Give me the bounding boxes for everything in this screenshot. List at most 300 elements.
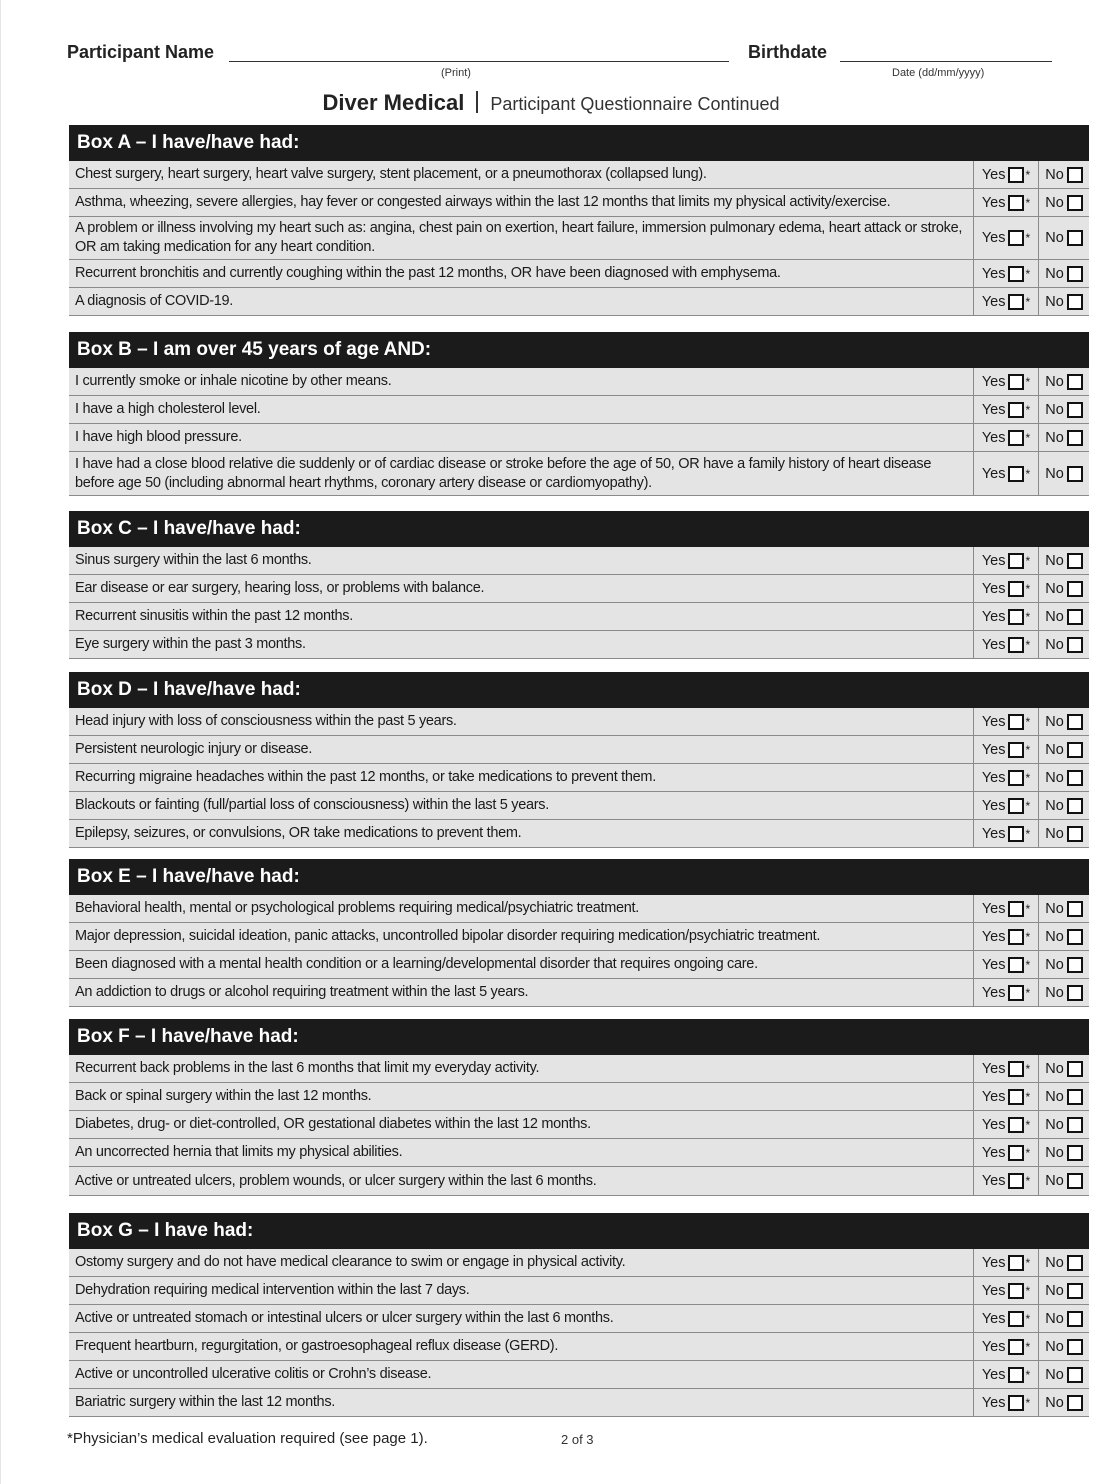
yes-option: [974, 1305, 1039, 1332]
no-label: No: [1045, 1060, 1064, 1077]
yes-label: Yes: [981, 293, 1006, 310]
physician-required-asterisk: *: [1025, 742, 1031, 757]
question-text: I have had a close blood relative die suddenly or of cardiac disease or stroke before the age of 50, OR have a family history of heart disease before age 50 (including abnormal heart rhythms, coronary artery disease or cardiomyopathy).: [69, 452, 974, 495]
no-checkbox[interactable]: [1067, 1145, 1083, 1161]
no-label: No: [1045, 1310, 1064, 1327]
physician-required-asterisk: *: [1025, 1117, 1031, 1132]
yes-checkbox[interactable]: [1008, 637, 1024, 653]
no-label: No: [1045, 429, 1064, 446]
question-row: [69, 424, 1089, 452]
no-option: [1039, 1361, 1089, 1388]
question-text: Recurrent bronchitis and currently coughing within the past 12 months, OR have been diagnosed with emphysema.: [69, 260, 974, 287]
box-header: Box E – I have/have had:: [69, 859, 1089, 895]
physician-required-asterisk: *: [1025, 195, 1031, 210]
yes-label: Yes: [981, 1366, 1006, 1383]
physician-required-asterisk: *: [1025, 1061, 1031, 1076]
yes-option: [974, 603, 1039, 630]
yes-option: [974, 923, 1039, 950]
physician-required-asterisk: *: [1025, 1311, 1031, 1326]
yes-option: [974, 1083, 1039, 1110]
no-option: [1039, 923, 1089, 950]
physician-required-asterisk: *: [1025, 466, 1031, 481]
yes-option: [974, 1389, 1039, 1416]
no-option: [1039, 288, 1089, 315]
no-option: [1039, 631, 1089, 658]
question-row: [69, 708, 1089, 736]
no-checkbox[interactable]: [1067, 167, 1083, 183]
no-label: No: [1045, 580, 1064, 597]
yes-label: Yes: [981, 230, 1006, 246]
no-option: [1039, 820, 1089, 847]
yes-label: Yes: [981, 1088, 1006, 1105]
no-checkbox[interactable]: [1067, 1117, 1083, 1133]
no-checkbox[interactable]: [1067, 826, 1083, 842]
box-header: Box G – I have had:: [69, 1213, 1089, 1249]
no-checkbox[interactable]: [1067, 266, 1083, 282]
yes-checkbox[interactable]: [1008, 1367, 1024, 1383]
question-text: Blackouts or fainting (full/partial loss of consciousness) within the last 5 years.: [69, 792, 974, 819]
yes-option: [974, 1055, 1039, 1082]
physician-required-asterisk: *: [1025, 826, 1031, 841]
yes-label: Yes: [981, 1060, 1006, 1077]
physician-required-asterisk: *: [1025, 929, 1031, 944]
yes-option: [974, 1167, 1039, 1195]
yes-checkbox[interactable]: [1008, 901, 1024, 917]
no-label: No: [1045, 1116, 1064, 1133]
yes-checkbox[interactable]: [1008, 1173, 1024, 1189]
no-checkbox[interactable]: [1067, 1395, 1083, 1411]
physician-required-asterisk: *: [1025, 609, 1031, 624]
no-checkbox[interactable]: [1067, 770, 1083, 786]
no-checkbox[interactable]: [1067, 798, 1083, 814]
physician-required-asterisk: *: [1025, 1145, 1031, 1160]
question-row: [69, 1249, 1089, 1277]
yes-checkbox[interactable]: [1008, 466, 1024, 482]
no-checkbox[interactable]: [1067, 553, 1083, 569]
participant-name-field[interactable]: [229, 61, 729, 62]
question-row: [69, 452, 1089, 496]
question-row: [69, 368, 1089, 396]
yes-label: Yes: [981, 956, 1006, 973]
yes-option: [974, 260, 1039, 287]
question-row: [69, 189, 1089, 217]
no-checkbox[interactable]: [1067, 637, 1083, 653]
physician-required-asterisk: *: [1025, 266, 1031, 281]
yes-label: Yes: [981, 713, 1006, 730]
physician-required-asterisk: *: [1025, 1255, 1031, 1270]
yes-option: [974, 736, 1039, 763]
yes-option: [974, 547, 1039, 574]
date-format-hint: Date (dd/mm/yyyy): [892, 67, 985, 79]
box-f: [69, 1019, 1089, 1196]
no-option: [1039, 1055, 1089, 1082]
question-row: [69, 1305, 1089, 1333]
question-text: Sinus surgery within the last 6 months.: [69, 547, 974, 574]
yes-checkbox[interactable]: [1008, 798, 1024, 814]
question-row: [69, 1361, 1089, 1389]
no-checkbox[interactable]: [1067, 985, 1083, 1001]
physician-required-asterisk: *: [1025, 430, 1031, 445]
question-text: An uncorrected hernia that limits my physical abilities.: [69, 1139, 974, 1166]
yes-option: [974, 1361, 1039, 1388]
yes-checkbox[interactable]: [1008, 553, 1024, 569]
no-option: [1039, 424, 1089, 451]
no-checkbox[interactable]: [1067, 742, 1083, 758]
no-option: [1039, 736, 1089, 763]
no-checkbox[interactable]: [1067, 195, 1083, 211]
question-row: [69, 951, 1089, 979]
question-text: Major depression, suicidal ideation, panic attacks, uncontrolled bipolar disorder requiring medication/psychiatric treatment.: [69, 923, 974, 950]
box-header: Box C – I have/have had:: [69, 511, 1089, 547]
yes-label: Yes: [981, 373, 1006, 390]
physician-required-asterisk: *: [1025, 714, 1031, 729]
no-checkbox[interactable]: [1067, 294, 1083, 310]
question-text: Persistent neurologic injury or disease.: [69, 736, 974, 763]
no-checkbox[interactable]: [1067, 374, 1083, 390]
question-text: A diagnosis of COVID-19.: [69, 288, 974, 315]
question-row: [69, 736, 1089, 764]
physician-required-asterisk: *: [1025, 901, 1031, 916]
question-row: [69, 1333, 1089, 1361]
no-checkbox[interactable]: [1067, 1311, 1083, 1327]
no-option: [1039, 1305, 1089, 1332]
yes-checkbox[interactable]: [1008, 1089, 1024, 1105]
yes-checkbox[interactable]: [1008, 1311, 1024, 1327]
yes-label: Yes: [981, 1310, 1006, 1327]
yes-label: Yes: [981, 166, 1006, 183]
yes-checkbox[interactable]: [1008, 266, 1024, 282]
question-row: [69, 820, 1089, 848]
question-row: [69, 288, 1089, 316]
no-label: No: [1045, 900, 1064, 917]
yes-option: [974, 396, 1039, 423]
yes-label: Yes: [981, 1144, 1006, 1161]
yes-option: [974, 1111, 1039, 1138]
question-row: [69, 575, 1089, 603]
yes-checkbox[interactable]: [1008, 374, 1024, 390]
question-text: Active or untreated stomach or intestinal ulcers or ulcer surgery within the last 6 months.: [69, 1305, 974, 1332]
no-label: No: [1045, 956, 1064, 973]
no-label: No: [1045, 552, 1064, 569]
box-header: Box A – I have/have had:: [69, 125, 1089, 161]
no-label: No: [1045, 373, 1064, 390]
yes-checkbox[interactable]: [1008, 826, 1024, 842]
no-checkbox[interactable]: [1067, 609, 1083, 625]
no-checkbox[interactable]: [1067, 957, 1083, 973]
yes-option: [974, 217, 1039, 259]
question-row: [69, 217, 1089, 260]
no-option: [1039, 1083, 1089, 1110]
no-option: [1039, 452, 1089, 495]
no-option: [1039, 396, 1089, 423]
no-option: [1039, 368, 1089, 395]
yes-checkbox[interactable]: [1008, 985, 1024, 1001]
physician-required-asterisk: *: [1025, 1089, 1031, 1104]
yes-label: Yes: [981, 465, 1006, 482]
participant-name-label: Participant Name: [67, 42, 215, 62]
physician-required-asterisk: *: [1025, 167, 1031, 182]
yes-label: Yes: [981, 797, 1006, 814]
question-text: Recurrent back problems in the last 6 months that limit my everyday activity.: [69, 1055, 974, 1082]
no-option: [1039, 1139, 1089, 1166]
no-label: No: [1045, 166, 1064, 183]
physician-required-asterisk: *: [1025, 985, 1031, 1000]
yes-checkbox[interactable]: [1008, 581, 1024, 597]
question-text: Been diagnosed with a mental health condition or a learning/developmental disorder that requires ongoing care.: [69, 951, 974, 978]
no-checkbox[interactable]: [1067, 714, 1083, 730]
yes-option: [974, 1277, 1039, 1304]
no-option: [1039, 603, 1089, 630]
yes-option: [974, 161, 1039, 188]
no-option: [1039, 161, 1089, 188]
yes-checkbox[interactable]: [1008, 402, 1024, 418]
no-label: No: [1045, 1366, 1064, 1383]
yes-option: [974, 452, 1039, 495]
physician-required-asterisk: *: [1025, 1339, 1031, 1354]
yes-label: Yes: [981, 741, 1006, 758]
yes-checkbox[interactable]: [1008, 430, 1024, 446]
yes-checkbox[interactable]: [1008, 1117, 1024, 1133]
yes-checkbox[interactable]: [1008, 294, 1024, 310]
no-checkbox[interactable]: [1067, 430, 1083, 446]
physician-required-asterisk: *: [1025, 1283, 1031, 1298]
question-row: [69, 603, 1089, 631]
question-text: An addiction to drugs or alcohol requiring treatment within the last 5 years.: [69, 979, 974, 1006]
no-label: No: [1045, 713, 1064, 730]
no-option: [1039, 979, 1089, 1006]
question-text: I have high blood pressure.: [69, 424, 974, 451]
yes-label: Yes: [981, 1394, 1006, 1411]
question-text: Eye surgery within the past 3 months.: [69, 631, 974, 658]
yes-option: [974, 575, 1039, 602]
yes-checkbox[interactable]: [1008, 195, 1024, 211]
birthdate-field[interactable]: [840, 61, 1052, 62]
question-row: [69, 547, 1089, 575]
physician-required-asterisk: *: [1025, 294, 1031, 309]
box-header: Box F – I have/have had:: [69, 1019, 1089, 1055]
question-row: [69, 792, 1089, 820]
physician-required-asterisk: *: [1025, 798, 1031, 813]
no-option: [1039, 1167, 1089, 1195]
form-title-sub: Participant Questionnaire Continued: [490, 94, 780, 114]
question-row: [69, 923, 1089, 951]
no-checkbox[interactable]: [1067, 1367, 1083, 1383]
question-text: Recurring migraine headaches within the past 12 months, or take medications to prevent them.: [69, 764, 974, 791]
yes-option: [974, 189, 1039, 216]
yes-checkbox[interactable]: [1008, 742, 1024, 758]
yes-checkbox[interactable]: [1008, 1255, 1024, 1271]
yes-label: Yes: [981, 401, 1006, 418]
question-text: I currently smoke or inhale nicotine by other means.: [69, 368, 974, 395]
question-row: [69, 1389, 1089, 1417]
no-label: No: [1045, 769, 1064, 786]
no-option: [1039, 575, 1089, 602]
no-label: No: [1045, 230, 1064, 246]
yes-label: Yes: [981, 1173, 1006, 1189]
yes-option: [974, 895, 1039, 922]
no-checkbox[interactable]: [1067, 1173, 1083, 1189]
question-row: [69, 396, 1089, 424]
no-label: No: [1045, 1254, 1064, 1271]
question-text: Chest surgery, heart surgery, heart valve surgery, stent placement, or a pneumothorax (collapsed lung).: [69, 161, 974, 188]
no-option: [1039, 1249, 1089, 1276]
question-row: [69, 1083, 1089, 1111]
yes-label: Yes: [981, 1116, 1006, 1133]
yes-checkbox[interactable]: [1008, 609, 1024, 625]
no-option: [1039, 764, 1089, 791]
page-number: 2 of 3: [561, 1432, 594, 1447]
no-checkbox[interactable]: [1067, 466, 1083, 482]
no-label: No: [1045, 194, 1064, 211]
no-checkbox[interactable]: [1067, 1089, 1083, 1105]
question-text: Ostomy surgery and do not have medical clearance to swim or engage in physical activity.: [69, 1249, 974, 1276]
no-option: [1039, 547, 1089, 574]
question-text: I have a high cholesterol level.: [69, 396, 974, 423]
yes-option: [974, 792, 1039, 819]
physician-required-asterisk: *: [1025, 1174, 1031, 1188]
question-row: [69, 161, 1089, 189]
form-title: [0, 90, 1102, 116]
no-checkbox[interactable]: [1067, 1061, 1083, 1077]
no-label: No: [1045, 1394, 1064, 1411]
physician-required-asterisk: *: [1025, 1367, 1031, 1382]
box-d: [69, 672, 1089, 848]
yes-label: Yes: [981, 194, 1006, 211]
no-checkbox[interactable]: [1067, 230, 1083, 246]
question-text: Back or spinal surgery within the last 12 months.: [69, 1083, 974, 1110]
yes-label: Yes: [981, 580, 1006, 597]
yes-option: [974, 1139, 1039, 1166]
question-row: [69, 1139, 1089, 1167]
box-header: Box B – I am over 45 years of age AND:: [69, 332, 1089, 368]
question-text: Active or untreated ulcers, problem wounds, or ulcer surgery within the last 6 months.: [69, 1167, 974, 1195]
birthdate-label: Birthdate: [748, 42, 828, 62]
yes-option: [974, 1333, 1039, 1360]
box-c: [69, 511, 1089, 659]
no-label: No: [1045, 984, 1064, 1001]
physician-required-asterisk: *: [1025, 770, 1031, 785]
box-g: [69, 1213, 1089, 1417]
yes-checkbox[interactable]: [1008, 1061, 1024, 1077]
yes-checkbox[interactable]: [1008, 929, 1024, 945]
yes-option: [974, 764, 1039, 791]
yes-option: [974, 424, 1039, 451]
yes-checkbox[interactable]: [1008, 1339, 1024, 1355]
no-label: No: [1045, 825, 1064, 842]
yes-label: Yes: [981, 1254, 1006, 1271]
no-option: [1039, 260, 1089, 287]
no-checkbox[interactable]: [1067, 901, 1083, 917]
yes-label: Yes: [981, 928, 1006, 945]
yes-checkbox[interactable]: [1008, 167, 1024, 183]
no-option: [1039, 1111, 1089, 1138]
question-text: Epilepsy, seizures, or convulsions, OR take medications to prevent them.: [69, 820, 974, 847]
no-checkbox[interactable]: [1067, 929, 1083, 945]
yes-label: Yes: [981, 900, 1006, 917]
question-text: A problem or illness involving my heart such as: angina, chest pain on exertion, heart failure, immersion pulmonary edema, heart attack or stroke, OR am taking medication for any heart condition.: [69, 217, 974, 259]
yes-option: [974, 820, 1039, 847]
no-checkbox[interactable]: [1067, 402, 1083, 418]
yes-label: Yes: [981, 636, 1006, 653]
no-checkbox[interactable]: [1067, 1255, 1083, 1271]
yes-checkbox[interactable]: [1008, 770, 1024, 786]
physician-required-asterisk: *: [1025, 231, 1031, 245]
physician-required-asterisk: *: [1025, 1395, 1031, 1410]
yes-option: [974, 631, 1039, 658]
no-option: [1039, 1333, 1089, 1360]
yes-label: Yes: [981, 984, 1006, 1001]
yes-checkbox[interactable]: [1008, 1283, 1024, 1299]
form-title-main: Diver Medical: [322, 90, 465, 115]
no-label: No: [1045, 636, 1064, 653]
no-option: [1039, 792, 1089, 819]
question-text: Head injury with loss of consciousness within the past 5 years.: [69, 708, 974, 735]
no-label: No: [1045, 1144, 1064, 1161]
yes-checkbox[interactable]: [1008, 957, 1024, 973]
question-text: Asthma, wheezing, severe allergies, hay fever or congested airways within the last 12 months that limits my physical activity/exercise.: [69, 189, 974, 216]
question-row: [69, 1277, 1089, 1305]
no-option: [1039, 189, 1089, 216]
box-e: [69, 859, 1089, 1007]
no-option: [1039, 708, 1089, 735]
no-label: No: [1045, 608, 1064, 625]
question-row: [69, 895, 1089, 923]
question-text: Dehydration requiring medical intervention within the last 7 days.: [69, 1277, 974, 1304]
no-checkbox[interactable]: [1067, 581, 1083, 597]
no-label: No: [1045, 797, 1064, 814]
question-text: Behavioral health, mental or psychological problems requiring medical/psychiatric treatment.: [69, 895, 974, 922]
no-label: No: [1045, 401, 1064, 418]
question-text: Bariatric surgery within the last 12 months.: [69, 1389, 974, 1416]
yes-checkbox[interactable]: [1008, 1145, 1024, 1161]
yes-checkbox[interactable]: [1008, 714, 1024, 730]
yes-label: Yes: [981, 825, 1006, 842]
participant-header: [67, 40, 1067, 79]
print-hint: (Print): [441, 67, 471, 79]
yes-option: [974, 979, 1039, 1006]
no-checkbox[interactable]: [1067, 1339, 1083, 1355]
question-text: Recurrent sinusitis within the past 12 months.: [69, 603, 974, 630]
question-row: [69, 1111, 1089, 1139]
yes-option: [974, 708, 1039, 735]
question-row: [69, 260, 1089, 288]
no-checkbox[interactable]: [1067, 1283, 1083, 1299]
no-label: No: [1045, 1088, 1064, 1105]
box-a: [69, 125, 1089, 316]
yes-label: Yes: [981, 1282, 1006, 1299]
yes-label: Yes: [981, 1338, 1006, 1355]
box-b: [69, 332, 1089, 496]
yes-label: Yes: [981, 769, 1006, 786]
no-option: [1039, 895, 1089, 922]
yes-option: [974, 368, 1039, 395]
question-row: [69, 1055, 1089, 1083]
physician-evaluation-note: *Physician’s medical evaluation required (see page 1).: [67, 1430, 428, 1447]
physician-required-asterisk: *: [1025, 581, 1031, 596]
box-header: Box D – I have/have had:: [69, 672, 1089, 708]
yes-option: [974, 1249, 1039, 1276]
physician-required-asterisk: *: [1025, 957, 1031, 972]
no-option: [1039, 1389, 1089, 1416]
question-row: [69, 764, 1089, 792]
question-row: [69, 1167, 1089, 1196]
question-row: [69, 979, 1089, 1007]
no-option: [1039, 217, 1089, 259]
yes-checkbox[interactable]: [1008, 1395, 1024, 1411]
question-row: [69, 631, 1089, 659]
no-label: No: [1045, 1338, 1064, 1355]
yes-checkbox[interactable]: [1008, 230, 1024, 246]
